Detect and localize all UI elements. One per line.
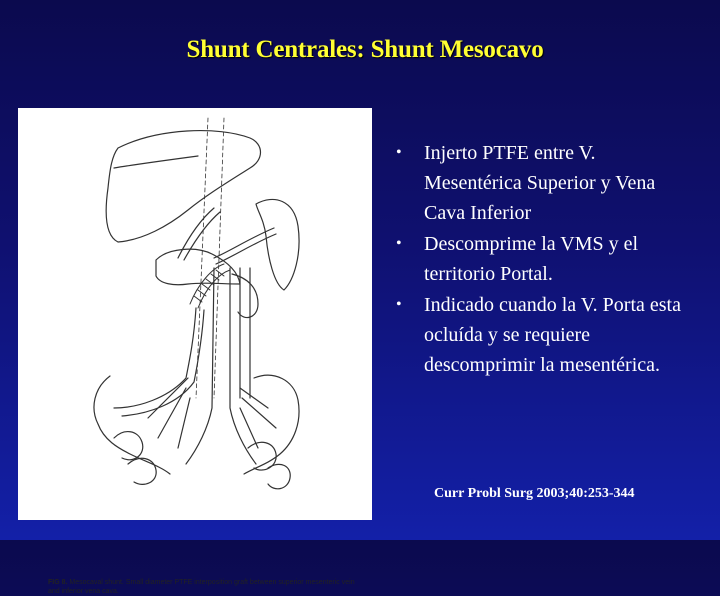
mesocaval-shunt-illustration bbox=[18, 108, 372, 520]
bullet-item bbox=[394, 138, 694, 228]
figure-caption bbox=[48, 578, 368, 596]
bullet-list bbox=[394, 138, 694, 381]
slide-title: Shunt Centrales: Shunt Mesocavo bbox=[186, 36, 544, 63]
bullet-icon: • bbox=[396, 235, 402, 252]
figure-caption-label: FIG 8. bbox=[48, 579, 68, 586]
bullet-item bbox=[394, 290, 694, 380]
figure-caption-text: Mesocaval shunt. Small diameter PTFE interposition graft between superior mesenteric vein and inferior vena cava. bbox=[48, 579, 355, 595]
bullet-text: Descomprime la VMS y el territorio Portal. bbox=[424, 233, 639, 285]
bullet-item bbox=[394, 229, 694, 289]
bullet-text: Injerto PTFE entre V. Mesentérica Superior y Vena Cava Inferior bbox=[424, 142, 656, 224]
bullet-icon: • bbox=[396, 296, 402, 313]
citation: Curr Probl Surg 2003;40:253-344 bbox=[434, 486, 635, 501]
bullet-icon: • bbox=[396, 144, 402, 161]
anatomy-figure bbox=[18, 108, 372, 595]
bullet-text: Indicado cuando la V. Porta esta ocluída y se requiere descomprimir la mesentérica. bbox=[424, 294, 681, 376]
